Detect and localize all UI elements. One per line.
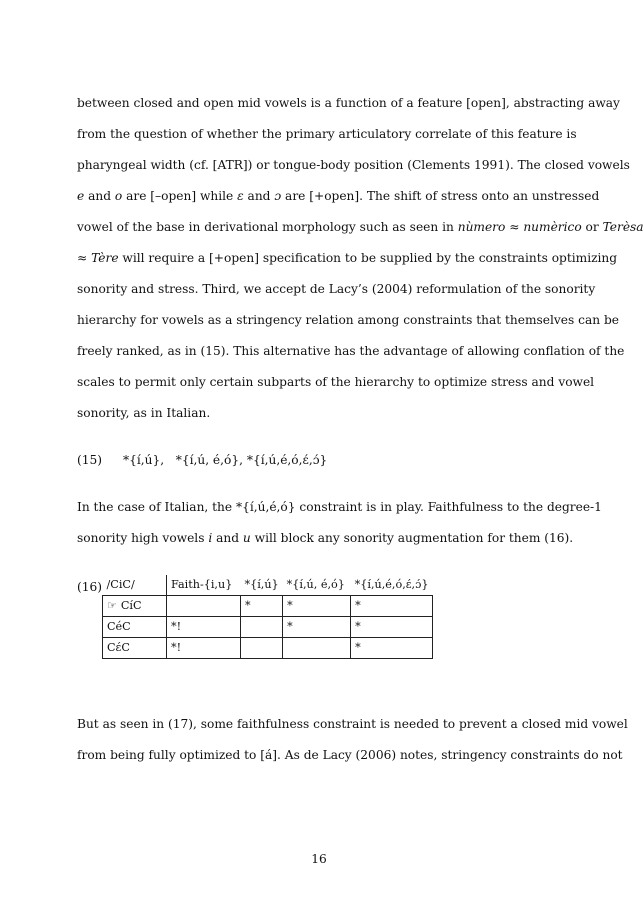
candidate-form: CíC: [120, 599, 142, 612]
text-span: and: [212, 531, 243, 545]
violation-cell: *!: [167, 638, 241, 659]
ot-tableau: [102, 575, 433, 659]
example-word: numèrico: [523, 220, 582, 234]
constraint-header: *{í,ú, é,ó}: [283, 575, 351, 596]
text-line: [77, 531, 573, 545]
candidate-cell: [103, 596, 167, 617]
violation-cell: *: [351, 638, 433, 659]
candidate-form: Cɛ́C: [107, 641, 130, 654]
violation-cell: [167, 596, 241, 617]
violation-cell: *: [241, 596, 283, 617]
candidate-cell: [103, 617, 167, 638]
text-span: and: [84, 189, 115, 203]
violation-cell: *: [283, 617, 351, 638]
candidate-row: [103, 638, 433, 659]
text-line: pharyngeal width (cf. [ATR]) or tongue-body position (Clements 1991). The closed vowels: [77, 158, 630, 172]
constraint-hierarchy: *{í,ú}, *{í,ú, é,ó}, *{í,ú,é,ó,ɛ́,ɔ́}: [123, 453, 328, 467]
text-line: from being fully optimized to [á]. As de Lacy (2006) notes, stringency constraints do not: [77, 748, 623, 762]
vowel-i: i: [208, 531, 213, 545]
text-span: ≈: [77, 251, 92, 265]
example-number: (15): [77, 453, 103, 467]
text-line: [77, 220, 644, 234]
text-span: sonority high vowels: [77, 531, 209, 545]
text-line: [77, 251, 617, 265]
violation-cell: *: [351, 617, 433, 638]
text-line: from the question of whether the primary articulatory correlate of this feature is: [77, 127, 577, 141]
input-cell: /CiC/: [103, 575, 167, 596]
candidate-row: [103, 596, 433, 617]
text-line: In the case of Italian, the *{í,ú,é,ó} constraint is in play. Faithfulness to the degree-1: [77, 500, 602, 514]
violation-cell: [241, 617, 283, 638]
vowel-o: o: [114, 189, 123, 203]
candidate-cell: [103, 638, 167, 659]
violation-cell: *: [351, 596, 433, 617]
vowel-e: e: [77, 189, 85, 203]
text-span: will require a [+open] specification to be supplied by the constraints optimizing: [118, 251, 618, 265]
text-line: But as seen in (17), some faithfulness constraint is needed to prevent a closed mid vowel: [77, 717, 628, 731]
text-span: are [–open] while: [122, 189, 238, 203]
example-15: [77, 453, 327, 467]
text-line: between closed and open mid vowels is a function of a feature [open], abstracting away: [77, 96, 620, 110]
text-line: sonority and stress. Third, we accept de Lacy’s (2004) reformulation of the sonority: [77, 282, 596, 296]
text-span: ≈: [505, 220, 524, 234]
violation-cell: [241, 638, 283, 659]
text-line: hierarchy for vowels as a stringency relation among constraints that themselves can be: [77, 313, 619, 327]
violation-cell: *: [283, 596, 351, 617]
text-line: freely ranked, as in (15). This alternative has the advantage of allowing conflation of the: [77, 344, 625, 358]
candidate-row: [103, 617, 433, 638]
example-word: Terèsa: [602, 220, 644, 234]
vowel-open-o: ɔ: [274, 189, 282, 203]
text-span: vowel of the base in derivational morphology such as seen in: [77, 220, 458, 234]
violation-cell: *!: [167, 617, 241, 638]
constraint-header: Faith-{i,u}: [167, 575, 241, 596]
text-span: and: [243, 189, 275, 203]
text-line: sonority, as in Italian.: [77, 406, 211, 420]
vowel-u: u: [242, 531, 251, 545]
example-word: nùmero: [457, 220, 506, 234]
text-span: will block any sonority augmentation for them (16).: [250, 531, 574, 545]
example-number: (16): [77, 580, 103, 594]
text-line: [77, 189, 599, 203]
violation-cell: [283, 638, 351, 659]
text-span: or: [581, 220, 603, 234]
constraint-header: *{í,ú}: [241, 575, 283, 596]
page-number: 16: [311, 852, 327, 866]
constraint-header: *{í,ú,é,ó,ɛ́,ɔ́}: [351, 575, 433, 596]
text-span: are [+open]. The shift of stress onto an unstressed: [281, 189, 600, 203]
text-line: scales to permit only certain subparts of the hierarchy to optimize stress and vowel: [77, 375, 595, 389]
example-word: Tère: [91, 251, 119, 265]
vowel-open-e: ɛ: [237, 189, 244, 203]
pointing-hand-icon: ☞: [107, 599, 117, 612]
tableau-header-row: [103, 575, 433, 596]
candidate-form: CéC: [107, 620, 131, 633]
